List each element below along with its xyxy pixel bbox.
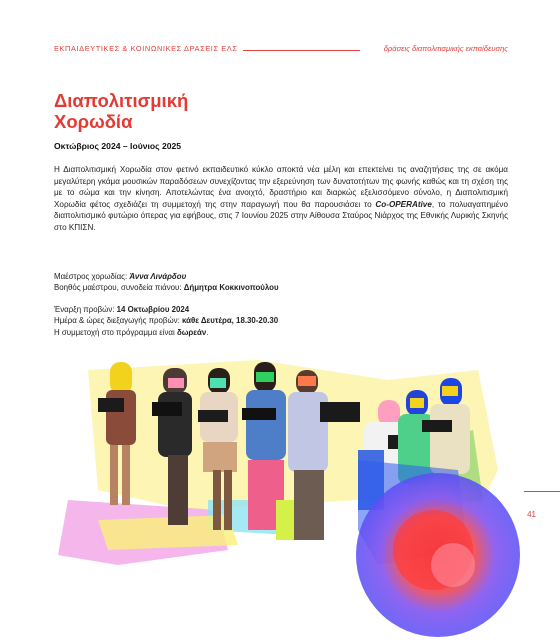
page-title-line1: Διαπολιτισμική <box>54 90 189 111</box>
conductor-label: Μαέστρος χορωδίας: <box>54 272 130 281</box>
conductor-name: Άννα Λινάρδου <box>129 272 187 281</box>
section-header-left: ΕΚΠΑΙΔΕΥΤΙΚΕΣ & ΚΟΙΝΩΝΙΚΕΣ ΔΡΑΣΕΙΣ ΕΛΣ <box>54 44 238 53</box>
header-rule <box>243 50 360 51</box>
page-number-rule <box>524 491 560 492</box>
schedule-value: κάθε Δευτέρα, 18.30-20.30 <box>181 316 279 326</box>
assistant-name: Δήμητρα Κοκκινοπούλου <box>183 283 279 293</box>
free-value: δωρεάν <box>176 327 207 337</box>
description-part1: Η Διαπολιτισμική Χορωδία στον φετινό εκπαιδευτικό κύκλο αποκτά νέα μέλη και επεκτείνει τις αναζητήσεις της σε ακόμα μεγαλύτερη γκάμα μουσικών παραδόσεων συνεχίζοντας την εξερεύνηση των δυνατοτήτων της φωνής καθώς και τη σχέση της με το σώμα και την κίνηση. Αποτελώντας ένα ανοιχτό, δραστήριο και διαρκώς εξελισσόμενο σύνολο, η Διαπολιτισμική Χορωδία φέτος σχεδιάζει τη συμμετοχή της στην παραγωγή που θα παρουσιάσει το <box>54 165 508 209</box>
start-label: Έναρξη προβών: <box>54 304 117 314</box>
page-title-line2: Χορωδία <box>54 111 133 132</box>
free-label: Η συμμετοχή στο πρόγραμμα είναι <box>54 327 177 337</box>
section-header-right: δράσεις διαπολιτισμικής εκπαίδευσης <box>383 44 508 53</box>
assistant-row <box>54 282 508 293</box>
conductor-row <box>54 271 508 282</box>
credits-block <box>54 271 508 338</box>
assistant-label: Βοηθός μαέστρου, συνοδεία πιάνου: <box>54 283 184 293</box>
page-number: 41 <box>527 510 536 519</box>
start-row <box>54 304 508 315</box>
co-operative-highlight: Co-OPERAtive <box>375 199 432 209</box>
description-part2: , το πολυαγαπημένο διαπολιτισμικό φυτώριο όπερας για εφήβους, στις 7 Ιουνίου 2025 στην Αίθουσα Σταύρος Νιάρχος της Εθνικής Λυρικής Σκηνής στο ΚΠΙΣΝ. <box>54 199 508 232</box>
page-title <box>54 90 354 132</box>
description-paragraph <box>54 164 508 234</box>
free-row <box>54 327 508 338</box>
choir-collage-illustration <box>58 350 538 640</box>
free-end: . <box>206 327 209 337</box>
date-range: Οκτώβριος 2024 – Ιούνιος 2025 <box>54 141 182 151</box>
start-value: 14 Οκτωβρίου 2024 <box>116 304 190 314</box>
schedule-label: Ημέρα & ώρες διεξαγωγής προβών: <box>54 316 182 326</box>
schedule-row <box>54 315 508 326</box>
